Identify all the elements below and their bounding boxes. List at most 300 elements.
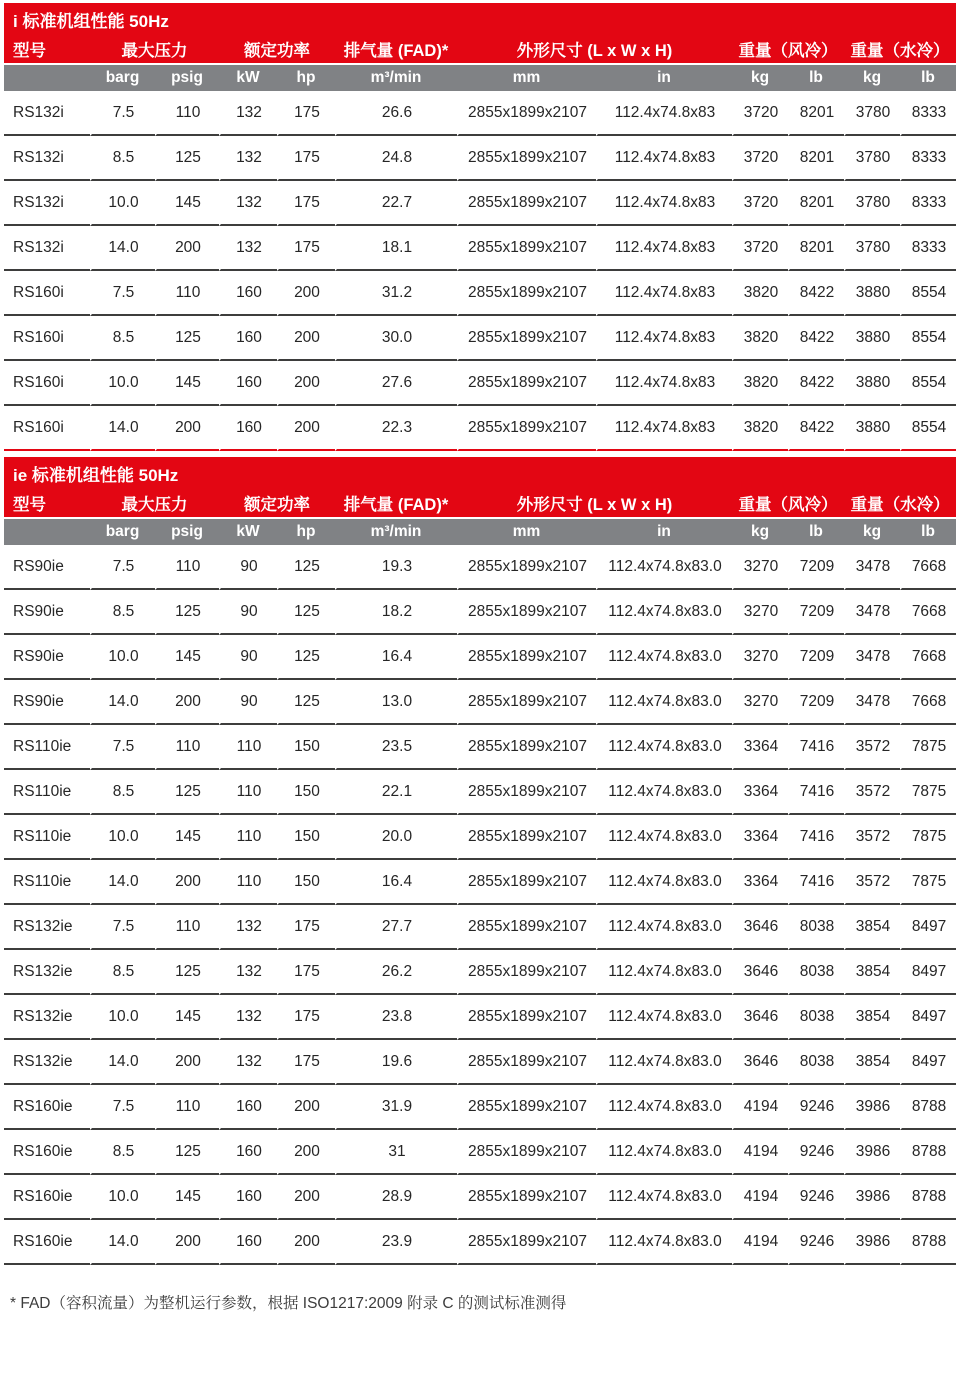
value-cell: 3854 [844, 950, 900, 995]
value-cell: 175 [277, 1040, 335, 1085]
spec-row [4, 361, 956, 406]
value-cell: 4194 [732, 1085, 788, 1130]
spec-row [4, 1130, 956, 1175]
performance-table-i [4, 3, 956, 451]
value-cell: 7668 [900, 590, 956, 635]
value-cell: 7668 [900, 635, 956, 680]
value-cell: 7875 [900, 860, 956, 905]
value-cell: 3720 [732, 91, 788, 136]
unit-kg-water: kg [844, 517, 900, 545]
value-cell: 2855x1899x2107 [457, 950, 596, 995]
value-cell: 2855x1899x2107 [457, 995, 596, 1040]
value-cell: 8.5 [90, 770, 155, 815]
value-cell: 8.5 [90, 136, 155, 181]
value-cell: 14.0 [90, 226, 155, 271]
value-cell: 2855x1899x2107 [457, 91, 596, 136]
unit-barg: barg [90, 517, 155, 545]
value-cell: 160 [219, 1130, 277, 1175]
model-cell: RS110ie [4, 770, 90, 815]
value-cell: 112.4x74.8x83 [596, 271, 732, 316]
value-cell: 3854 [844, 1040, 900, 1085]
value-cell: 200 [277, 361, 335, 406]
value-cell: 132 [219, 91, 277, 136]
value-cell: 3572 [844, 770, 900, 815]
value-cell: 200 [155, 1220, 219, 1265]
column-header-dimensions: 外形尺寸 (L x W x H) [457, 488, 732, 517]
spec-row [4, 271, 956, 316]
value-cell: 3820 [732, 316, 788, 361]
value-cell: 3854 [844, 905, 900, 950]
value-cell: 9246 [788, 1220, 844, 1265]
value-cell: 3880 [844, 361, 900, 406]
spec-row [4, 860, 956, 905]
value-cell: 125 [277, 635, 335, 680]
model-cell: RS90ie [4, 635, 90, 680]
value-cell: 8788 [900, 1085, 956, 1130]
value-cell: 112.4x74.8x83.0 [596, 1175, 732, 1220]
value-cell: 110 [155, 1085, 219, 1130]
value-cell: 200 [155, 680, 219, 725]
unit-blank [4, 63, 90, 91]
value-cell: 3364 [732, 770, 788, 815]
spec-row [4, 406, 956, 451]
value-cell: 8554 [900, 316, 956, 361]
spec-row [4, 905, 956, 950]
value-cell: 2855x1899x2107 [457, 905, 596, 950]
value-cell: 3986 [844, 1130, 900, 1175]
value-cell: 90 [219, 635, 277, 680]
column-header-max-pressure: 最大压力 [90, 488, 219, 517]
column-header-model: 型号 [4, 488, 90, 517]
value-cell: 160 [219, 1175, 277, 1220]
value-cell: 2855x1899x2107 [457, 1040, 596, 1085]
value-cell: 7209 [788, 680, 844, 725]
spec-row [4, 545, 956, 590]
value-cell: 3820 [732, 406, 788, 451]
value-cell: 3854 [844, 995, 900, 1040]
value-cell: 7668 [900, 680, 956, 725]
value-cell: 8554 [900, 406, 956, 451]
value-cell: 8497 [900, 995, 956, 1040]
value-cell: 8554 [900, 361, 956, 406]
value-cell: 8201 [788, 136, 844, 181]
value-cell: 112.4x74.8x83.0 [596, 950, 732, 995]
value-cell: 2855x1899x2107 [457, 1130, 596, 1175]
unit-hp: hp [277, 517, 335, 545]
value-cell: 145 [155, 181, 219, 226]
value-cell: 2855x1899x2107 [457, 815, 596, 860]
value-cell: 132 [219, 1040, 277, 1085]
value-cell: 7668 [900, 545, 956, 590]
value-cell: 8788 [900, 1130, 956, 1175]
unit-psig: psig [155, 63, 219, 91]
value-cell: 112.4x74.8x83 [596, 91, 732, 136]
value-cell: 7875 [900, 725, 956, 770]
value-cell: 7875 [900, 770, 956, 815]
value-cell: 26.6 [335, 91, 457, 136]
value-cell: 150 [277, 860, 335, 905]
column-header-model: 型号 [4, 34, 90, 63]
model-cell: RS132ie [4, 1040, 90, 1085]
value-cell: 3986 [844, 1220, 900, 1265]
value-cell: 110 [155, 725, 219, 770]
value-cell: 3780 [844, 91, 900, 136]
value-cell: 20.0 [335, 815, 457, 860]
value-cell: 200 [277, 271, 335, 316]
value-cell: 150 [277, 815, 335, 860]
unit-mm: mm [457, 517, 596, 545]
value-cell: 8201 [788, 226, 844, 271]
value-cell: 200 [155, 860, 219, 905]
value-cell: 175 [277, 226, 335, 271]
value-cell: 145 [155, 635, 219, 680]
value-cell: 18.1 [335, 226, 457, 271]
value-cell: 31 [335, 1130, 457, 1175]
value-cell: 200 [277, 1220, 335, 1265]
value-cell: 3780 [844, 226, 900, 271]
value-cell: 3364 [732, 815, 788, 860]
spec-row [4, 226, 956, 271]
unit-kw: kW [219, 517, 277, 545]
value-cell: 8.5 [90, 316, 155, 361]
value-cell: 8201 [788, 181, 844, 226]
value-cell: 4194 [732, 1220, 788, 1265]
value-cell: 8422 [788, 271, 844, 316]
value-cell: 3270 [732, 545, 788, 590]
value-cell: 19.6 [335, 1040, 457, 1085]
value-cell: 110 [219, 770, 277, 815]
value-cell: 200 [277, 316, 335, 361]
model-cell: RS132i [4, 91, 90, 136]
value-cell: 2855x1899x2107 [457, 316, 596, 361]
value-cell: 8497 [900, 905, 956, 950]
value-cell: 125 [155, 950, 219, 995]
value-cell: 7416 [788, 725, 844, 770]
value-cell: 200 [277, 1085, 335, 1130]
value-cell: 23.5 [335, 725, 457, 770]
value-cell: 8788 [900, 1220, 956, 1265]
value-cell: 3646 [732, 950, 788, 995]
value-cell: 2855x1899x2107 [457, 136, 596, 181]
value-cell: 112.4x74.8x83 [596, 361, 732, 406]
value-cell: 3270 [732, 635, 788, 680]
value-cell: 3478 [844, 680, 900, 725]
value-cell: 27.6 [335, 361, 457, 406]
value-cell: 112.4x74.8x83.0 [596, 590, 732, 635]
value-cell: 31.9 [335, 1085, 457, 1130]
value-cell: 112.4x74.8x83.0 [596, 815, 732, 860]
model-cell: RS110ie [4, 860, 90, 905]
value-cell: 3572 [844, 860, 900, 905]
value-cell: 10.0 [90, 995, 155, 1040]
value-cell: 10.0 [90, 1175, 155, 1220]
value-cell: 112.4x74.8x83.0 [596, 860, 732, 905]
value-cell: 2855x1899x2107 [457, 271, 596, 316]
value-cell: 19.3 [335, 545, 457, 590]
value-cell: 22.7 [335, 181, 457, 226]
value-cell: 112.4x74.8x83.0 [596, 680, 732, 725]
unit-hp: hp [277, 63, 335, 91]
value-cell: 23.8 [335, 995, 457, 1040]
value-cell: 3780 [844, 181, 900, 226]
column-header-weight-watercooled: 重量（水冷） [844, 34, 956, 63]
value-cell: 3270 [732, 680, 788, 725]
value-cell: 200 [155, 1040, 219, 1085]
value-cell: 8333 [900, 181, 956, 226]
value-cell: 2855x1899x2107 [457, 635, 596, 680]
value-cell: 112.4x74.8x83.0 [596, 1040, 732, 1085]
value-cell: 7416 [788, 860, 844, 905]
value-cell: 112.4x74.8x83.0 [596, 905, 732, 950]
model-cell: RS90ie [4, 545, 90, 590]
unit-kg-air: kg [732, 63, 788, 91]
value-cell: 112.4x74.8x83.0 [596, 770, 732, 815]
value-cell: 8497 [900, 950, 956, 995]
value-cell: 90 [219, 680, 277, 725]
value-cell: 18.2 [335, 590, 457, 635]
value-cell: 3478 [844, 590, 900, 635]
unit-m3min: m³/min [335, 517, 457, 545]
value-cell: 200 [155, 406, 219, 451]
value-cell: 7.5 [90, 905, 155, 950]
value-cell: 2855x1899x2107 [457, 770, 596, 815]
value-cell: 2855x1899x2107 [457, 226, 596, 271]
value-cell: 125 [277, 680, 335, 725]
value-cell: 112.4x74.8x83.0 [596, 635, 732, 680]
table-header-i [4, 3, 956, 91]
value-cell: 145 [155, 815, 219, 860]
value-cell: 200 [277, 1175, 335, 1220]
value-cell: 2855x1899x2107 [457, 361, 596, 406]
unit-m3min: m³/min [335, 63, 457, 91]
value-cell: 3820 [732, 271, 788, 316]
value-cell: 7209 [788, 635, 844, 680]
unit-psig: psig [155, 517, 219, 545]
table-body-i [4, 91, 956, 451]
spec-row [4, 590, 956, 635]
value-cell: 2855x1899x2107 [457, 860, 596, 905]
value-cell: 110 [219, 725, 277, 770]
spec-row [4, 680, 956, 725]
value-cell: 90 [219, 590, 277, 635]
value-cell: 3572 [844, 815, 900, 860]
value-cell: 132 [219, 181, 277, 226]
value-cell: 10.0 [90, 635, 155, 680]
value-cell: 13.0 [335, 680, 457, 725]
model-cell: RS90ie [4, 680, 90, 725]
value-cell: 3270 [732, 590, 788, 635]
spec-row [4, 1085, 956, 1130]
value-cell: 3646 [732, 1040, 788, 1085]
unit-barg: barg [90, 63, 155, 91]
value-cell: 14.0 [90, 1040, 155, 1085]
table-title: ie 标准机组性能 50Hz [4, 457, 956, 488]
unit-in: in [596, 517, 732, 545]
value-cell: 3780 [844, 136, 900, 181]
model-cell: RS132i [4, 136, 90, 181]
value-cell: 112.4x74.8x83.0 [596, 1130, 732, 1175]
value-cell: 132 [219, 995, 277, 1040]
value-cell: 2855x1899x2107 [457, 1175, 596, 1220]
value-cell: 8497 [900, 1040, 956, 1085]
value-cell: 8.5 [90, 590, 155, 635]
value-cell: 8788 [900, 1175, 956, 1220]
value-cell: 112.4x74.8x83 [596, 226, 732, 271]
value-cell: 125 [155, 136, 219, 181]
unit-blank [4, 517, 90, 545]
model-cell: RS90ie [4, 590, 90, 635]
value-cell: 7.5 [90, 91, 155, 136]
spec-row [4, 995, 956, 1040]
value-cell: 9246 [788, 1130, 844, 1175]
value-cell: 3986 [844, 1175, 900, 1220]
value-cell: 125 [155, 316, 219, 361]
spec-row [4, 136, 956, 181]
spec-row [4, 815, 956, 860]
value-cell: 175 [277, 995, 335, 1040]
value-cell: 3720 [732, 181, 788, 226]
value-cell: 160 [219, 316, 277, 361]
value-cell: 8038 [788, 1040, 844, 1085]
value-cell: 132 [219, 226, 277, 271]
value-cell: 112.4x74.8x83.0 [596, 1220, 732, 1265]
value-cell: 112.4x74.8x83 [596, 316, 732, 361]
value-cell: 112.4x74.8x83.0 [596, 545, 732, 590]
value-cell: 14.0 [90, 680, 155, 725]
column-header-rated-power: 额定功率 [219, 34, 335, 63]
model-cell: RS160i [4, 361, 90, 406]
fad-footnote: * FAD（容积流量）为整机运行参数，根据 ISO1217:2009 附录 C 的测试标准测得 [10, 1295, 567, 1312]
model-cell: RS132ie [4, 995, 90, 1040]
column-header-fad: 排气量 (FAD)* [335, 488, 457, 517]
value-cell: 125 [277, 590, 335, 635]
spec-row [4, 316, 956, 361]
column-group-row [4, 34, 956, 63]
value-cell: 7.5 [90, 271, 155, 316]
model-cell: RS160ie [4, 1220, 90, 1265]
spec-row [4, 635, 956, 680]
value-cell: 132 [219, 905, 277, 950]
value-cell: 90 [219, 545, 277, 590]
value-cell: 4194 [732, 1130, 788, 1175]
value-cell: 145 [155, 361, 219, 406]
model-cell: RS160ie [4, 1085, 90, 1130]
value-cell: 2855x1899x2107 [457, 1085, 596, 1130]
value-cell: 3880 [844, 271, 900, 316]
value-cell: 200 [277, 1130, 335, 1175]
value-cell: 16.4 [335, 635, 457, 680]
unit-row [4, 63, 956, 91]
model-cell: RS110ie [4, 725, 90, 770]
model-cell: RS132i [4, 181, 90, 226]
value-cell: 8038 [788, 950, 844, 995]
value-cell: 8038 [788, 905, 844, 950]
value-cell: 14.0 [90, 1220, 155, 1265]
spec-row [4, 1040, 956, 1085]
value-cell: 110 [155, 545, 219, 590]
value-cell: 8422 [788, 361, 844, 406]
column-header-weight-aircooled: 重量（风冷） [732, 488, 844, 517]
value-cell: 4194 [732, 1175, 788, 1220]
value-cell: 2855x1899x2107 [457, 725, 596, 770]
table-title-row [4, 457, 956, 488]
value-cell: 3820 [732, 361, 788, 406]
value-cell: 7209 [788, 590, 844, 635]
value-cell: 7416 [788, 770, 844, 815]
table-title-row [4, 3, 956, 34]
value-cell: 175 [277, 136, 335, 181]
value-cell: 2855x1899x2107 [457, 590, 596, 635]
value-cell: 125 [155, 1130, 219, 1175]
value-cell: 112.4x74.8x83 [596, 406, 732, 451]
value-cell: 7.5 [90, 545, 155, 590]
spec-row [4, 1175, 956, 1220]
value-cell: 145 [155, 1175, 219, 1220]
value-cell: 3364 [732, 860, 788, 905]
table-body-ie [4, 545, 956, 1265]
value-cell: 10.0 [90, 361, 155, 406]
value-cell: 125 [277, 545, 335, 590]
value-cell: 8201 [788, 91, 844, 136]
value-cell: 3720 [732, 226, 788, 271]
value-cell: 7.5 [90, 725, 155, 770]
value-cell: 3986 [844, 1085, 900, 1130]
value-cell: 7416 [788, 815, 844, 860]
column-group-row [4, 488, 956, 517]
value-cell: 3364 [732, 725, 788, 770]
value-cell: 8422 [788, 406, 844, 451]
value-cell: 160 [219, 271, 277, 316]
unit-kg-water: kg [844, 63, 900, 91]
spec-row [4, 725, 956, 770]
value-cell: 22.3 [335, 406, 457, 451]
value-cell: 2855x1899x2107 [457, 181, 596, 226]
value-cell: 110 [155, 271, 219, 316]
value-cell: 8.5 [90, 950, 155, 995]
value-cell: 112.4x74.8x83.0 [596, 725, 732, 770]
value-cell: 110 [219, 815, 277, 860]
unit-lb-water: lb [900, 517, 956, 545]
value-cell: 8333 [900, 136, 956, 181]
value-cell: 28.9 [335, 1175, 457, 1220]
unit-mm: mm [457, 63, 596, 91]
value-cell: 24.8 [335, 136, 457, 181]
model-cell: RS110ie [4, 815, 90, 860]
value-cell: 175 [277, 91, 335, 136]
value-cell: 2855x1899x2107 [457, 406, 596, 451]
value-cell: 30.0 [335, 316, 457, 361]
value-cell: 132 [219, 136, 277, 181]
value-cell: 112.4x74.8x83.0 [596, 1085, 732, 1130]
model-cell: RS160ie [4, 1175, 90, 1220]
unit-lb-air: lb [788, 517, 844, 545]
value-cell: 3478 [844, 635, 900, 680]
column-header-fad: 排气量 (FAD)* [335, 34, 457, 63]
value-cell: 110 [155, 905, 219, 950]
value-cell: 132 [219, 950, 277, 995]
value-cell: 175 [277, 950, 335, 995]
value-cell: 112.4x74.8x83 [596, 181, 732, 226]
value-cell: 8333 [900, 91, 956, 136]
model-cell: RS132i [4, 226, 90, 271]
value-cell: 2855x1899x2107 [457, 545, 596, 590]
value-cell: 8554 [900, 271, 956, 316]
value-cell: 110 [155, 91, 219, 136]
value-cell: 10.0 [90, 815, 155, 860]
model-cell: RS132ie [4, 950, 90, 995]
model-cell: RS160ie [4, 1130, 90, 1175]
table-title: i 标准机组性能 50Hz [4, 3, 956, 34]
